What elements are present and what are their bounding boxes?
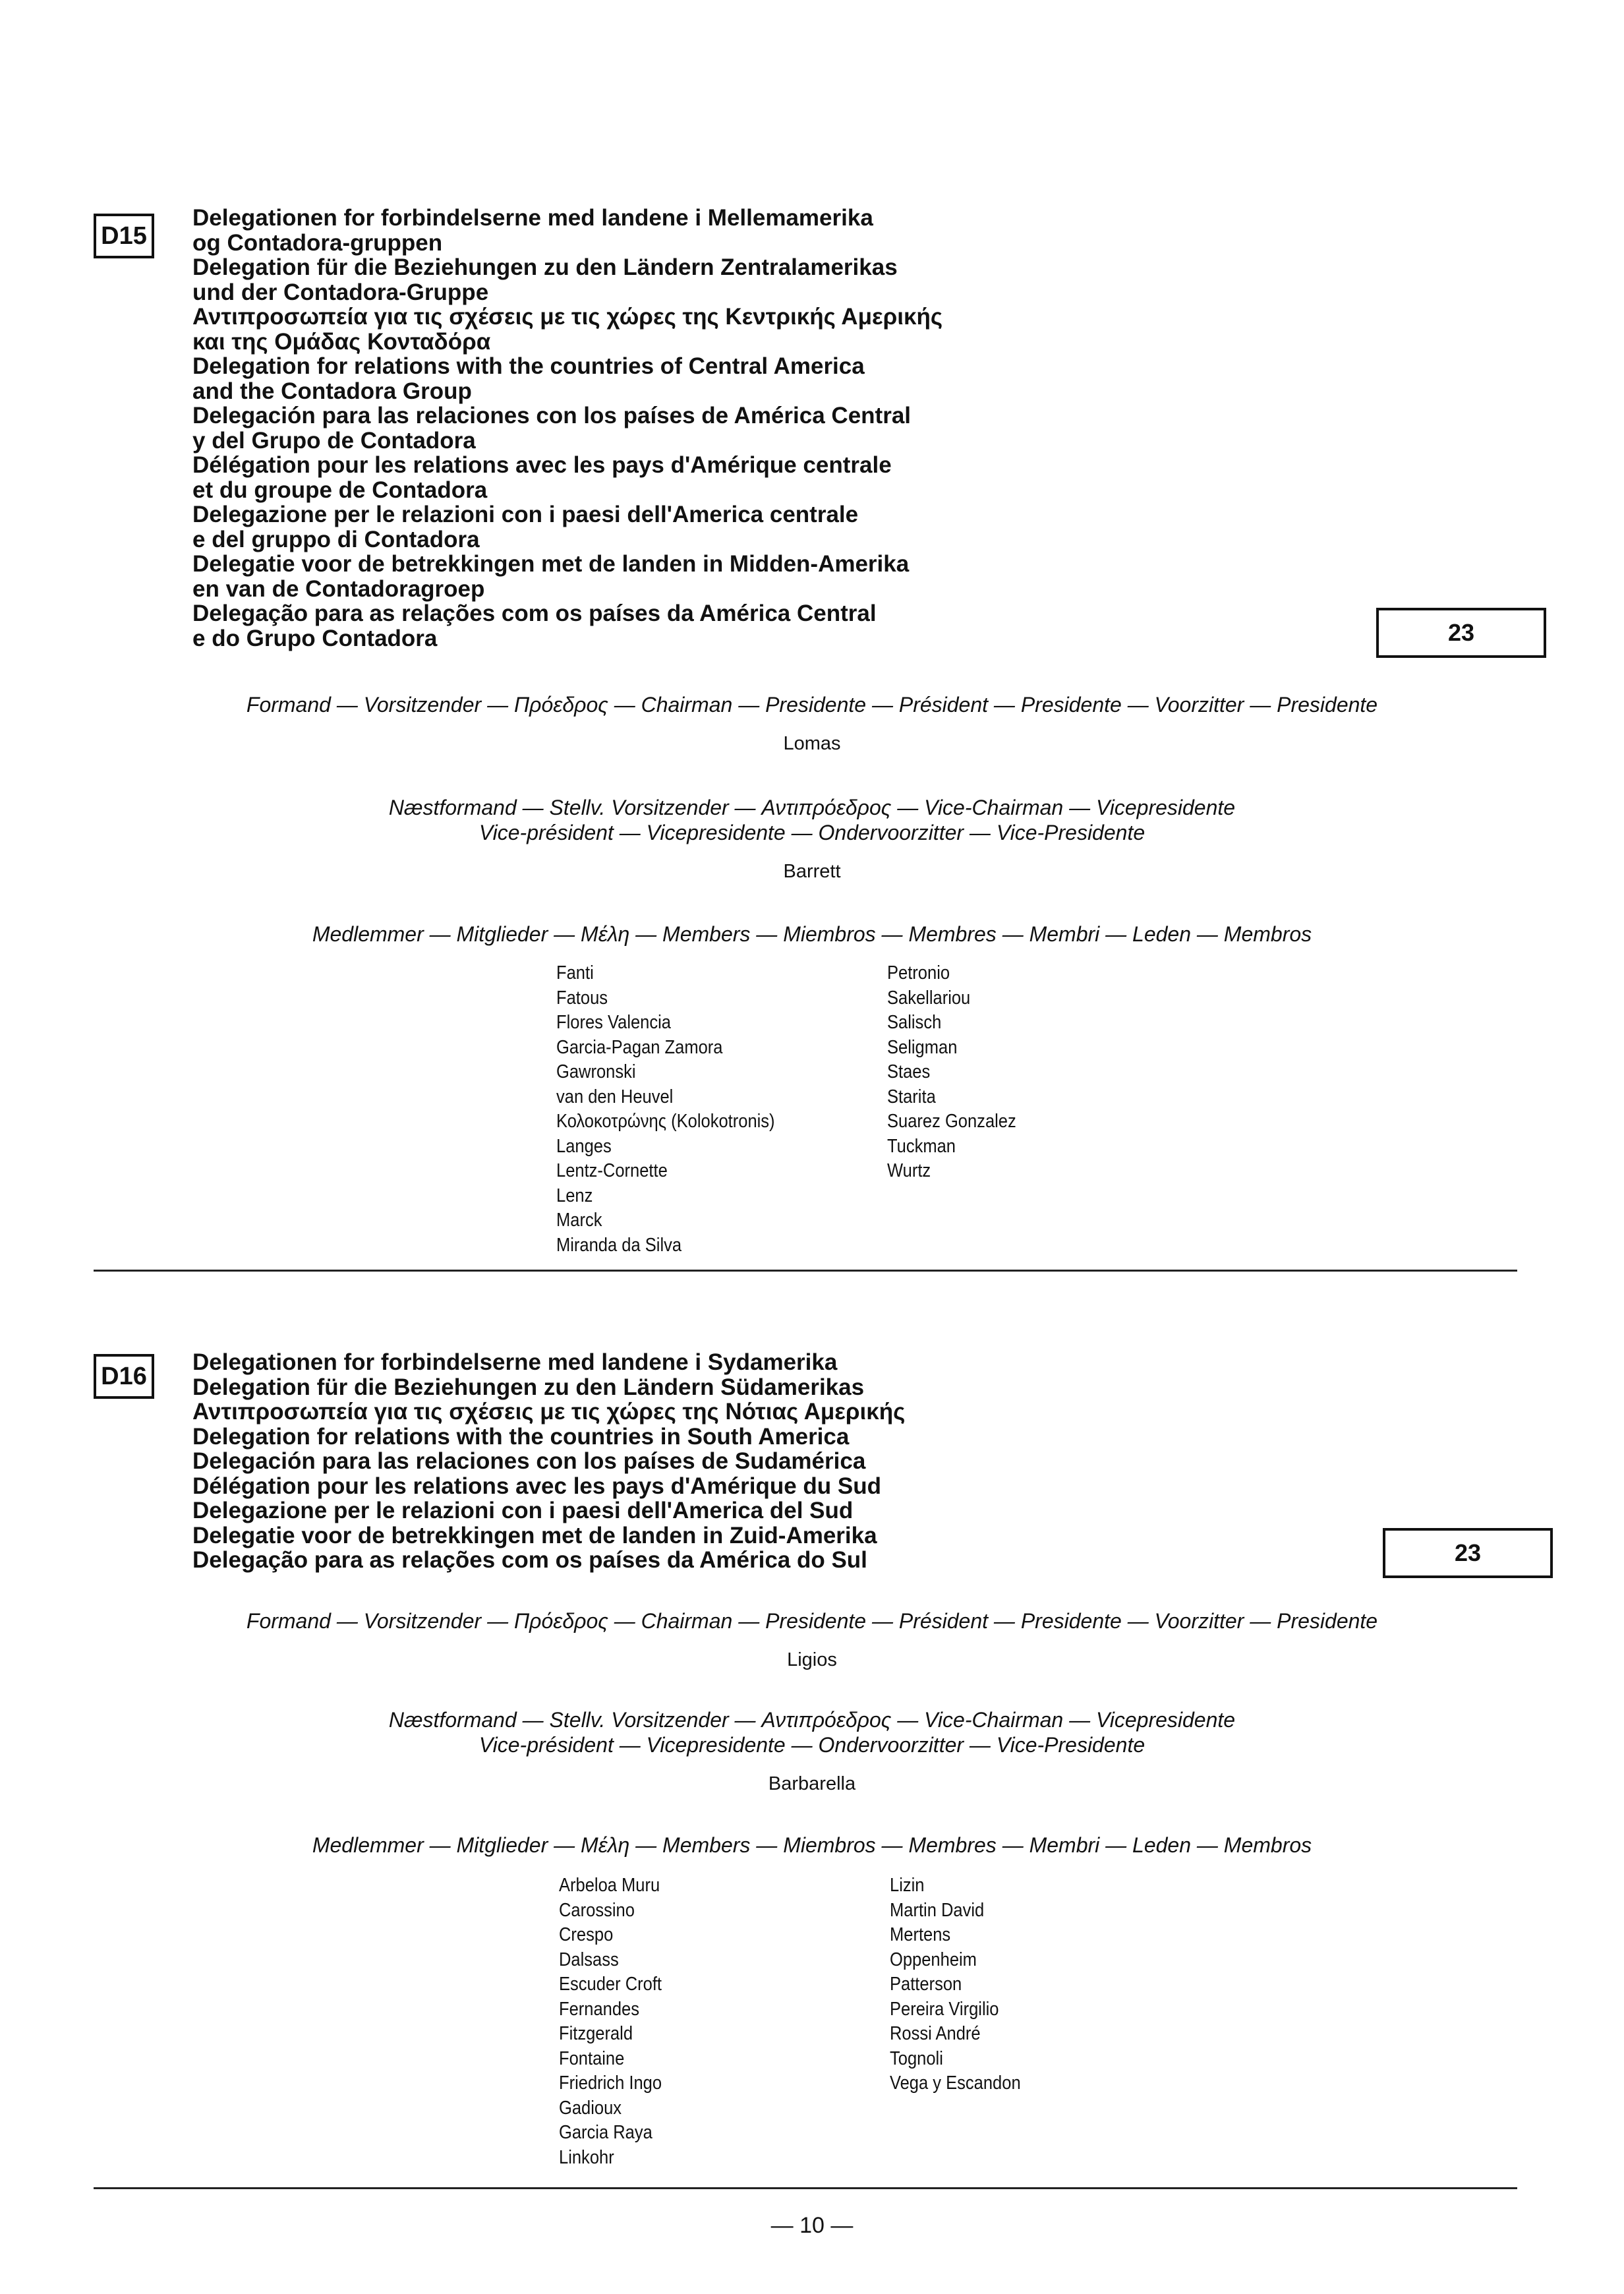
title-line: Delegação para as relações com os países da América Central [192, 601, 877, 626]
title-line: Delegation für die Beziehungen zu den Ländern Südamerikas [192, 1374, 865, 1400]
member-name: Fanti [556, 962, 594, 984]
member-name: Salisch [887, 1012, 942, 1033]
chairman-name: Lomas [783, 733, 841, 754]
vice-chairman-label-line-2: Vice-président — Vicepresidente — Ondervoorzitter — Vice-Presidente [478, 1733, 1146, 1757]
member-name: Gadioux [559, 2097, 622, 2119]
member-count-box: 23 [1376, 608, 1546, 658]
member-count-box: 23 [1383, 1528, 1553, 1578]
title-line: Delegazione per le relazioni con i paesi dell'America del Sud [192, 1498, 854, 1523]
members-label: Medlemmer — Mitglieder — Μέλη — Members — Miembros — Membres — Membri — Leden — Membros [312, 922, 1312, 946]
member-name: Carossino [559, 1899, 635, 1921]
chairman-name: Ligios [787, 1649, 837, 1670]
title-line: en van de Contadoragroep [192, 575, 485, 602]
section-titles [192, 206, 1339, 651]
member-name: Garcia-Pagan Zamora [556, 1036, 723, 1058]
title-line: Delegación para las relaciones con los países de Sudamérica [192, 1448, 866, 1474]
title-line: Delegazione per le relazioni con i paesi dell'America centrale [192, 502, 859, 527]
member-name: Marck [556, 1210, 602, 1231]
member-name: Κολοκοτρώνης (Kolokotronis) [556, 1111, 775, 1132]
title-line: og Contadora-gruppen [192, 229, 443, 256]
title-line: Delegación para las relaciones con los países de América Central [192, 403, 912, 428]
vice-chairman-label-line-2: Vice-président — Vicepresidente — Ondervoorzitter — Vice-Presidente [478, 821, 1146, 844]
member-name: Wurtz [887, 1160, 931, 1181]
member-name: Fatous [556, 987, 608, 1009]
section-titles [192, 1350, 1339, 1573]
title-line: Αντιπροσωπεία για τις σχέσεις με τις χώρες της Κεντρικής Αμερικής [192, 304, 943, 330]
member-name: Petronio [887, 962, 950, 984]
vice-chairman-name: Barbarella [768, 1773, 856, 1794]
member-name: Lentz-Cornette [556, 1160, 668, 1181]
title-line: Délégation pour les relations avec les pays d'Amérique centrale [192, 452, 892, 478]
title-line: Délégation pour les relations avec les pays d'Amérique du Sud [192, 1473, 882, 1499]
title-line: Delegação para as relações com os países da América do Sul [192, 1547, 867, 1573]
vice-chairman-name: Barrett [783, 861, 841, 882]
member-name: Tuckman [887, 1135, 956, 1157]
member-name: Crespo [559, 1924, 614, 1945]
title-line: e del gruppo di Contadora [192, 526, 480, 552]
member-name: Garcia Raya [559, 2122, 652, 2143]
section-divider [94, 2187, 1517, 2189]
page-number: — 10 — [770, 2213, 854, 2238]
title-line: Delegationen for forbindelserne med landene i Mellemamerika [192, 205, 873, 231]
member-name: Rossi André [890, 2023, 981, 2044]
member-name: Mertens [890, 1924, 951, 1945]
member-name: Lizin [890, 1875, 925, 1896]
vice-chairman-label-line-1: Næstformand — Stellv. Vorsitzender — Αντιπρόεδρος — Vice-Chairman — Vicepresidente [388, 796, 1236, 819]
title-line: Delegation for relations with the countries in South America [192, 1423, 850, 1450]
member-name: Patterson [890, 1974, 962, 1995]
member-name: Oppenheim [890, 1949, 977, 1970]
member-name: van den Heuvel [556, 1086, 674, 1107]
member-name: Flores Valencia [556, 1012, 671, 1033]
title-line: Delegation for relations with the countries of Central America [192, 353, 865, 379]
member-name: Martin David [890, 1899, 985, 1921]
member-name: Escuder Croft [559, 1974, 662, 1995]
section-code-badge: D15 [94, 214, 154, 258]
members-list-left [556, 961, 775, 1258]
title-line: e do Grupo Contadora [192, 625, 438, 651]
title-line: et du groupe de Contadora [192, 477, 488, 503]
members-list-right [887, 961, 1016, 1184]
member-name: Dalsass [559, 1949, 619, 1970]
member-name: Fontaine [559, 2047, 625, 2069]
member-name: Friedrich Ingo [559, 2073, 662, 2094]
title-line: Delegatie voor de betrekkingen met de landen in Midden-Amerika [192, 551, 910, 577]
title-line: Αντιπροσωπεία για τις σχέσεις με τις χώρες της Νότιας Αμερικής [192, 1399, 906, 1425]
title-line: Delegationen for forbindelserne med landene i Sydamerika [192, 1349, 838, 1375]
vice-chairman-label-line-1: Næstformand — Stellv. Vorsitzender — Αντιπρόεδρος — Vice-Chairman — Vicepresidente [388, 1708, 1236, 1732]
member-name: Seligman [887, 1036, 958, 1058]
member-name: Tognoli [890, 2047, 943, 2069]
chairman-label: Formand — Vorsitzender — Πρόεδρος — Chairman — Presidente — Président — Presidente — Voorzitter — Presidente [246, 1609, 1378, 1633]
chairman-label: Formand — Vorsitzender — Πρόεδρος — Chairman — Presidente — Président — Presidente — Voorzitter — Presidente [246, 693, 1378, 717]
member-name: Suarez Gonzalez [887, 1111, 1016, 1132]
title-line: Delegatie voor de betrekkingen met de landen in Zuid-Amerika [192, 1522, 877, 1548]
title-line: and the Contadora Group [192, 378, 472, 404]
member-name: Pereira Virgilio [890, 1998, 999, 2020]
member-name: Miranda da Silva [556, 1234, 682, 1256]
member-name: Sakellariou [887, 987, 971, 1009]
member-name: Gawronski [556, 1061, 636, 1082]
members-label: Medlemmer — Mitglieder — Μέλη — Members — Miembros — Membres — Membri — Leden — Membros [312, 1833, 1312, 1857]
member-name: Fitzgerald [559, 2023, 633, 2044]
section-code-badge: D16 [94, 1354, 154, 1399]
member-name: Langes [556, 1135, 612, 1157]
title-line: y del Grupo de Contadora [192, 427, 476, 454]
member-name: Starita [887, 1086, 936, 1107]
member-name: Vega y Escandon [890, 2073, 1021, 2094]
title-line: und der Contadora-Gruppe [192, 279, 489, 305]
member-name: Linkohr [559, 2146, 614, 2168]
member-name: Lenz [556, 1185, 593, 1206]
member-name: Arbeloa Muru [559, 1875, 660, 1896]
section-divider [94, 1270, 1517, 1272]
members-list-right [890, 1873, 1021, 2096]
title-line: και της Ομάδας Κονταδόρα [192, 328, 491, 355]
title-line: Delegation für die Beziehungen zu den Ländern Zentralamerikas [192, 254, 898, 280]
members-list-left [559, 1873, 662, 2170]
member-name: Staes [887, 1061, 931, 1082]
member-name: Fernandes [559, 1998, 640, 2020]
